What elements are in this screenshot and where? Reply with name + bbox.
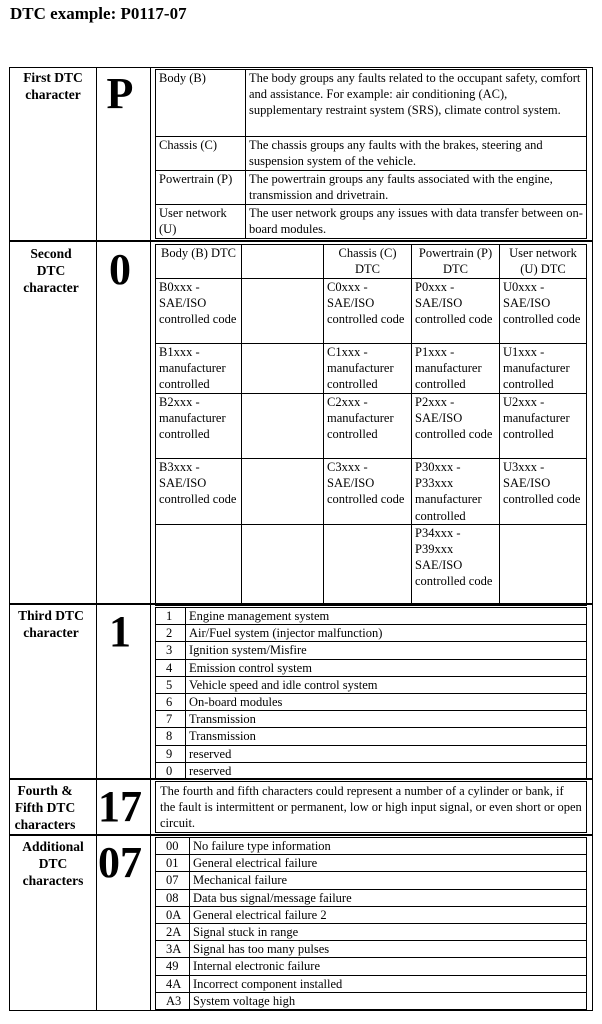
row-label-fourth-fifth: Fourth & Fifth DTC characters bbox=[14, 783, 76, 832]
system-code: 3 bbox=[156, 642, 186, 659]
table-cell: B0xxx - SAE/ISO controlled code bbox=[156, 279, 242, 344]
table-row bbox=[156, 659, 587, 676]
system-code: 9 bbox=[156, 745, 186, 762]
table-row bbox=[156, 992, 587, 1009]
failure-code: 49 bbox=[156, 958, 190, 975]
table-row bbox=[156, 889, 587, 906]
first-char-table bbox=[155, 69, 587, 239]
row-label-third: Third DTC character bbox=[18, 608, 84, 640]
table-row bbox=[156, 906, 587, 923]
table-row bbox=[156, 711, 587, 728]
column-header-body: Body (B) DTC bbox=[156, 245, 242, 279]
table-row bbox=[156, 394, 587, 459]
system-code: 1 bbox=[156, 608, 186, 625]
fourth-fifth-description: The fourth and fifth characters could represent a number of a cylinder or bank, if the fault is intermittent or permanent, low or high input signal, or even short or open circuit. bbox=[155, 781, 587, 833]
failure-description: Signal has too many pulses bbox=[190, 941, 587, 958]
row-label-additional: Additional DTC characters bbox=[22, 839, 84, 888]
system-description: On-board modules bbox=[186, 694, 587, 711]
table-cell: U3xxx - SAE/ISO controlled code bbox=[500, 459, 587, 525]
table-cell bbox=[242, 459, 324, 525]
system-description: reserved bbox=[186, 762, 587, 779]
table-row bbox=[156, 70, 587, 137]
table-cell: U1xxx - manufacturer controlled bbox=[500, 344, 587, 394]
additional-char: 07 bbox=[98, 838, 142, 887]
failure-description: Incorrect component installed bbox=[190, 975, 587, 992]
table-cell bbox=[324, 524, 412, 605]
table-row bbox=[156, 728, 587, 745]
table-row bbox=[156, 137, 587, 171]
table-cell bbox=[242, 524, 324, 605]
system-description: Engine management system bbox=[186, 608, 587, 625]
table-row bbox=[156, 762, 587, 779]
column-header-user-network: User network (U) DTC bbox=[500, 245, 587, 279]
failure-code: 01 bbox=[156, 855, 190, 872]
table-row bbox=[156, 838, 587, 855]
table-cell bbox=[242, 394, 324, 459]
failure-code: A3 bbox=[156, 992, 190, 1009]
table-cell: C1xxx - manufacturer controlled bbox=[324, 344, 412, 394]
group-description: The powertrain groups any faults associated with the engine, transmission and drivetrain. bbox=[246, 171, 587, 205]
table-cell bbox=[242, 344, 324, 394]
system-code: 0 bbox=[156, 762, 186, 779]
failure-description: Mechanical failure bbox=[190, 872, 587, 889]
system-code: 7 bbox=[156, 711, 186, 728]
table-cell: C2xxx - manufacturer controlled bbox=[324, 394, 412, 459]
failure-code: 4A bbox=[156, 975, 190, 992]
table-cell bbox=[242, 279, 324, 344]
table-cell: P2xxx - SAE/ISO controlled code bbox=[412, 394, 500, 459]
failure-description: Data bus signal/message failure bbox=[190, 889, 587, 906]
table-row bbox=[156, 924, 587, 941]
table-cell: P0xxx - SAE/ISO controlled code bbox=[412, 279, 500, 344]
row-label-first: First DTC character bbox=[23, 70, 83, 102]
failure-description: No failure type information bbox=[190, 838, 587, 855]
system-code: 8 bbox=[156, 728, 186, 745]
table-cell: U0xxx - SAE/ISO controlled code bbox=[500, 279, 587, 344]
table-row bbox=[156, 205, 587, 239]
table-cell: P34xxx - P39xxx SAE/ISO controlled code bbox=[412, 524, 500, 605]
failure-code: 0A bbox=[156, 906, 190, 923]
group-name: Powertrain (P) bbox=[156, 171, 246, 205]
system-code: 6 bbox=[156, 694, 186, 711]
system-description: Ignition system/Misfire bbox=[186, 642, 587, 659]
second-char: 0 bbox=[109, 245, 131, 294]
failure-code: 3A bbox=[156, 941, 190, 958]
failure-code: 00 bbox=[156, 838, 190, 855]
table-cell: C3xxx - SAE/ISO controlled code bbox=[324, 459, 412, 525]
table-cell: P30xxx - P33xxx manufacturer controlled bbox=[412, 459, 500, 525]
table-row bbox=[156, 279, 587, 344]
table-row bbox=[156, 344, 587, 394]
system-description: Vehicle speed and idle control system bbox=[186, 676, 587, 693]
column-divider bbox=[150, 67, 151, 1011]
failure-code: 08 bbox=[156, 889, 190, 906]
system-code: 4 bbox=[156, 659, 186, 676]
column-header-chassis: Chassis (C) DTC bbox=[324, 245, 412, 279]
system-description: reserved bbox=[186, 745, 587, 762]
table-cell: B1xxx - manufacturer controlled bbox=[156, 344, 242, 394]
table-cell: U2xxx - manufacturer controlled bbox=[500, 394, 587, 459]
third-char-table bbox=[155, 607, 587, 780]
group-name: Chassis (C) bbox=[156, 137, 246, 171]
table-cell: C0xxx - SAE/ISO controlled code bbox=[324, 279, 412, 344]
column-header-empty bbox=[242, 245, 324, 279]
table-row bbox=[156, 625, 587, 642]
first-char: P bbox=[106, 69, 134, 118]
failure-code: 07 bbox=[156, 872, 190, 889]
page-title: DTC example: P0117-07 bbox=[10, 4, 187, 23]
column-header-powertrain: Powertrain (P) DTC bbox=[412, 245, 500, 279]
table-cell bbox=[500, 524, 587, 605]
group-description: The chassis groups any faults with the brakes, steering and suspension system of the vehicle. bbox=[246, 137, 587, 171]
failure-description: System voltage high bbox=[190, 992, 587, 1009]
system-description: Air/Fuel system (injector malfunction) bbox=[186, 625, 587, 642]
failure-description: Signal stuck in range bbox=[190, 924, 587, 941]
table-row bbox=[156, 694, 587, 711]
group-description: The user network groups any issues with data transfer between on-board modules. bbox=[246, 205, 587, 239]
table-row bbox=[156, 941, 587, 958]
additional-char-table bbox=[155, 837, 587, 1010]
group-name: Body (B) bbox=[156, 70, 246, 137]
failure-description: General electrical failure 2 bbox=[190, 906, 587, 923]
group-name: User network (U) bbox=[156, 205, 246, 239]
table-cell: P1xxx - manufacturer controlled bbox=[412, 344, 500, 394]
table-row bbox=[156, 608, 587, 625]
system-description: Transmission bbox=[186, 711, 587, 728]
table-row bbox=[156, 676, 587, 693]
section-divider bbox=[9, 834, 593, 836]
table-row bbox=[156, 524, 587, 605]
group-description: The body groups any faults related to the occupant safety, comfort and assistance. For example: air conditioning (AC), supplementary restraint system (SRS), climate control system. bbox=[246, 70, 587, 137]
table-header-row bbox=[156, 245, 587, 279]
system-description: Transmission bbox=[186, 728, 587, 745]
system-description: Emission control system bbox=[186, 659, 587, 676]
fourth-fifth-char: 17 bbox=[98, 782, 142, 831]
table-row bbox=[156, 958, 587, 975]
row-label-second: Second DTC character bbox=[23, 246, 79, 295]
failure-description: Internal electronic failure bbox=[190, 958, 587, 975]
system-code: 5 bbox=[156, 676, 186, 693]
table-row bbox=[156, 642, 587, 659]
third-char: 1 bbox=[109, 607, 131, 656]
table-cell: B3xxx - SAE/ISO controlled code bbox=[156, 459, 242, 525]
table-cell bbox=[156, 524, 242, 605]
second-char-table bbox=[155, 244, 587, 606]
failure-description: General electrical failure bbox=[190, 855, 587, 872]
table-row bbox=[156, 459, 587, 525]
system-code: 2 bbox=[156, 625, 186, 642]
table-row bbox=[156, 855, 587, 872]
table-row bbox=[156, 975, 587, 992]
table-cell: B2xxx - manufacturer controlled bbox=[156, 394, 242, 459]
table-row bbox=[156, 745, 587, 762]
table-row bbox=[156, 872, 587, 889]
table-row bbox=[156, 171, 587, 205]
failure-code: 2A bbox=[156, 924, 190, 941]
section-divider bbox=[9, 240, 593, 242]
